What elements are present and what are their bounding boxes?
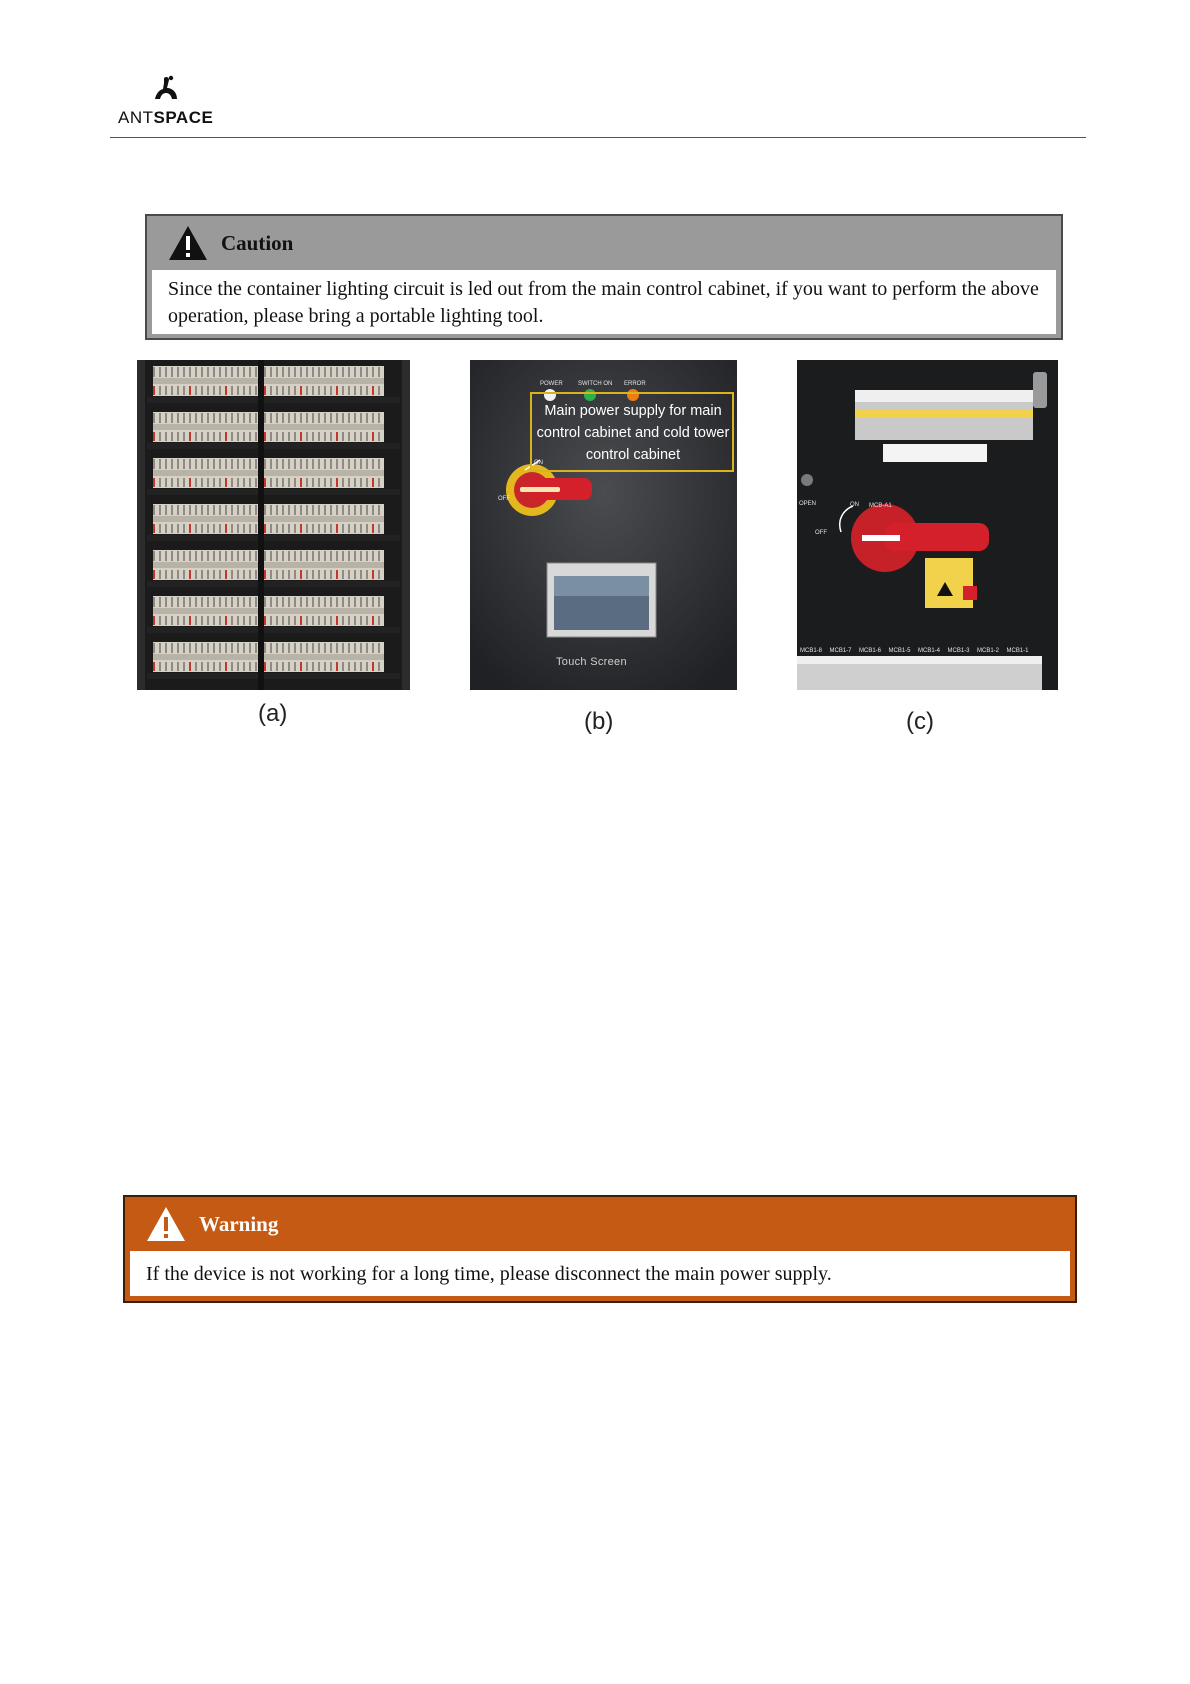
off-label-c: OFF	[815, 530, 827, 536]
switch-indicator-label: SWITCH ON	[578, 381, 613, 387]
power-indicator-label: POWER	[540, 381, 563, 387]
breaker-rack-drawing	[137, 360, 410, 690]
on-label: ON	[534, 460, 543, 466]
logo-text: ANTSPACE	[118, 108, 214, 127]
warning-title: Warning	[199, 1211, 279, 1236]
annotation-text: Main power supply for main control cabinet and cold tower control cabinet	[536, 403, 730, 463]
caption-b: (b)	[584, 708, 614, 735]
main-switch-drawing	[797, 360, 1058, 690]
warning-icon	[145, 1205, 187, 1243]
caution-icon	[167, 224, 209, 262]
photo-breaker-rack	[137, 360, 410, 690]
warning-callout	[123, 1195, 1077, 1303]
breaker-label: MCB1-1	[1006, 648, 1029, 654]
caution-text: Since the container lighting circuit is led out from the main control cabinet, if you want to perform the above operation, please bring a portable lighting tool.	[152, 270, 1056, 334]
caption-a: (a)	[258, 700, 288, 727]
breaker-label: MCB1-4	[918, 648, 941, 654]
antspace-logo	[118, 74, 228, 130]
breaker-label: MCB1-7	[829, 648, 852, 654]
breaker-label: MCB1-3	[947, 648, 970, 654]
breaker-label: MCB1-8	[800, 648, 823, 654]
photo-control-cabinet	[470, 360, 737, 690]
ant-icon	[150, 74, 190, 110]
breaker-label: MCB1-6	[859, 648, 882, 654]
warning-header	[125, 1197, 1075, 1251]
caution-title: Caution	[221, 230, 294, 255]
on-label-c: ON	[850, 502, 859, 508]
caption-c: (c)	[906, 708, 934, 735]
warning-text: If the device is not working for a long time, please disconnect the main power supply.	[130, 1251, 1070, 1296]
header-rule	[110, 137, 1086, 138]
caution-callout	[145, 214, 1063, 340]
touch-screen-label: Touch Screen	[556, 656, 627, 668]
switch-label: MCB-A1	[869, 503, 892, 509]
caution-header	[147, 216, 1061, 270]
breaker-label: MCB1-5	[888, 648, 911, 654]
photo-main-switch-cabinet	[797, 360, 1058, 690]
off-label: OFF	[498, 496, 510, 502]
error-indicator-label: ERROR	[624, 381, 646, 387]
open-label: OPEN	[799, 501, 817, 507]
breaker-label: MCB1-2	[977, 648, 1000, 654]
